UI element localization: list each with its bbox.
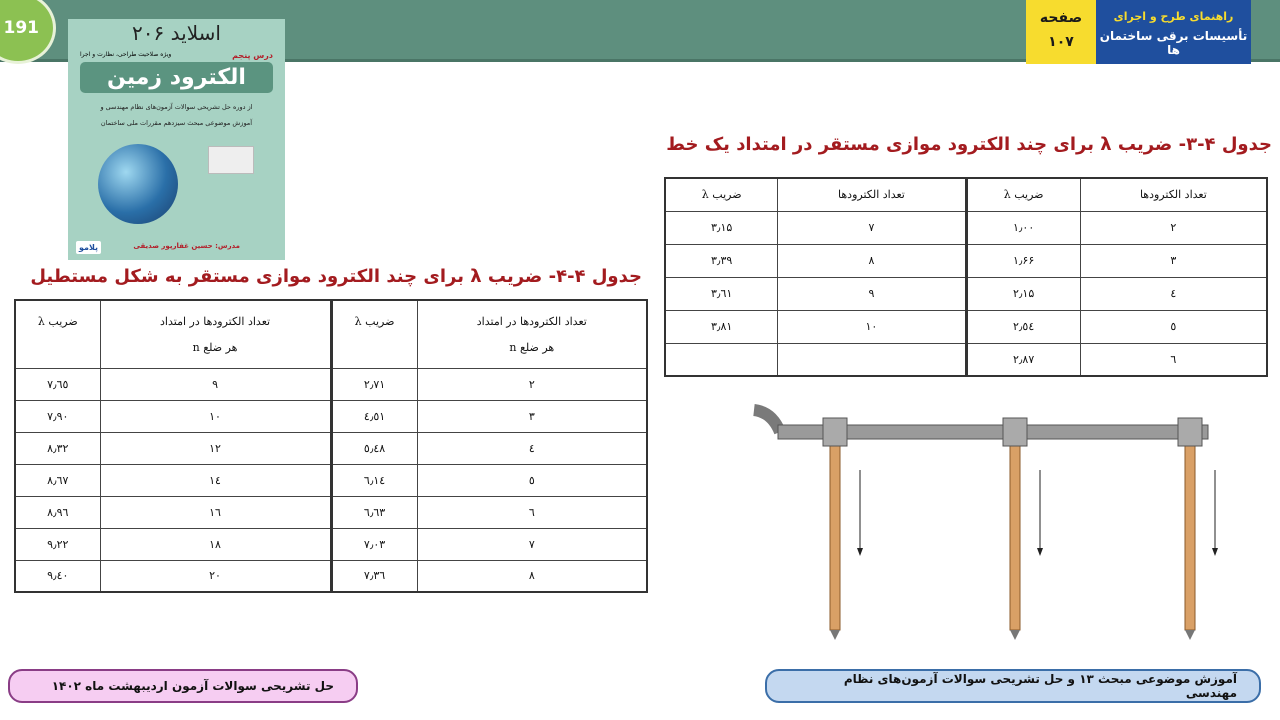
table2-caption: جدول ۴-۴- ضریب λ برای چند الکترود موازی مستقر به شکل مستطیل xyxy=(30,266,642,287)
table-cell: ۳٫٦۱ xyxy=(665,277,778,310)
table-cell: ۷٫۳٦ xyxy=(331,560,417,592)
table-cell: ٥ xyxy=(1080,310,1267,343)
table1-caption: جدول ۴-۳- ضریب λ برای چند الکترود موازی مستقر در امتداد یک خط xyxy=(666,134,1272,155)
cover-logo: پلامو xyxy=(76,241,101,254)
table-linear-electrodes xyxy=(664,177,1268,377)
cover-slide-label: اسلاید ۲۰۶ xyxy=(132,21,221,45)
table-row xyxy=(15,496,647,528)
slide-number-badge: 191 xyxy=(0,0,56,64)
guide-line2: تأسیسات برقی ساختمان ها xyxy=(1099,29,1248,57)
table-cell: ۲٫۸۷ xyxy=(966,343,1080,376)
table-cell xyxy=(665,343,778,376)
table-cell: ٦ xyxy=(1080,343,1267,376)
electrode-tip xyxy=(1185,630,1195,640)
table-cell xyxy=(778,343,966,376)
cover-title: الکترود زمین xyxy=(80,62,273,93)
table-cell: ۸ xyxy=(778,244,966,277)
course-cover xyxy=(68,19,285,260)
footer-left-pill: حل تشریحی سوالات آزمون اردیبهشت ماه ۱۴۰۲ xyxy=(8,669,358,703)
globe-image xyxy=(98,144,178,224)
cover-desc2: آموزش موضوعی مبحث سیزدهم مقررات ملی ساختمان xyxy=(100,119,253,127)
table-cell: ۱٤ xyxy=(100,464,331,496)
table-cell: ٦٫٦۳ xyxy=(331,496,417,528)
table-cell: ۷٫٦٥ xyxy=(15,368,100,400)
header-cell: تعداد الکترودها در امتداد هر ضلع n xyxy=(100,300,331,368)
cover-qualification: ویژه صلاحیت طراحی، نظارت و اجرا xyxy=(80,51,172,58)
electrode-tip xyxy=(1010,630,1020,640)
table-cell: ۹٫٤۰ xyxy=(15,560,100,592)
table-cell: ٥ xyxy=(417,464,647,496)
table-cell: ۷٫۹۰ xyxy=(15,400,100,432)
guide-line1: راهنمای طرح و اجرای xyxy=(1113,10,1234,23)
table-row xyxy=(15,528,647,560)
table-row xyxy=(15,400,647,432)
table-row xyxy=(665,343,1267,376)
table-cell: ۸٫٦۷ xyxy=(15,464,100,496)
electrode-tip xyxy=(830,630,840,640)
table-cell: ۱٦ xyxy=(100,496,331,528)
table-cell: ۳٫۱۵ xyxy=(665,211,778,244)
table-cell: ۷ xyxy=(778,211,966,244)
cover-teacher: مدرس: حسین غفارپور صدیقی xyxy=(133,242,240,250)
table-cell: ۷ xyxy=(417,528,647,560)
table-cell: ۸٫۳۲ xyxy=(15,432,100,464)
table-cell: ۳٫۳۹ xyxy=(665,244,778,277)
header-cell: ضریب λ xyxy=(665,178,778,211)
page-box xyxy=(1026,0,1096,64)
table-row xyxy=(665,310,1267,343)
table-cell: ۱۲ xyxy=(100,432,331,464)
socket-image xyxy=(208,146,254,174)
table-cell: ۲٫۷۱ xyxy=(331,368,417,400)
header-cell: تعداد الکترودها xyxy=(778,178,966,211)
page-label: صفحه xyxy=(1039,10,1083,26)
clamp xyxy=(823,418,847,446)
table-cell: ۱۸ xyxy=(100,528,331,560)
table-cell: ۹٫۲۲ xyxy=(15,528,100,560)
table-cell: ٦ xyxy=(417,496,647,528)
header-cell: ضریب λ xyxy=(966,178,1080,211)
table-row xyxy=(15,368,647,400)
page-number: ۱۰۷ xyxy=(1048,34,1074,50)
table-cell: ۳ xyxy=(1080,244,1267,277)
arrow-head-icon xyxy=(857,548,863,556)
table-cell: ٤ xyxy=(417,432,647,464)
arrow-head-icon xyxy=(1212,548,1218,556)
electrode-rod xyxy=(1010,430,1020,630)
table-cell: ۸ xyxy=(417,560,647,592)
table-cell: ۱۰ xyxy=(778,310,966,343)
header-cell: ضریب λ xyxy=(15,300,100,368)
table-row xyxy=(665,211,1267,244)
arrow-head-icon xyxy=(1037,548,1043,556)
header-cell: تعداد الکترودها xyxy=(1080,178,1267,211)
table-rectangular-electrodes xyxy=(14,299,648,593)
table-cell: ۸٫۹٦ xyxy=(15,496,100,528)
table-cell: ٤ xyxy=(1080,277,1267,310)
electrode-rod xyxy=(830,430,840,630)
table-cell: ٤٫٥۱ xyxy=(331,400,417,432)
table-cell: ۲ xyxy=(1080,211,1267,244)
table-cell: ۲ xyxy=(417,368,647,400)
clamp xyxy=(1178,418,1202,446)
table-row xyxy=(665,277,1267,310)
table-row xyxy=(15,560,647,592)
table-cell: ۷٫۰۳ xyxy=(331,528,417,560)
cover-lesson: درس پنجم xyxy=(232,51,273,60)
guide-title-box xyxy=(1096,0,1251,64)
parallel-electrodes-diagram xyxy=(740,400,1240,650)
clamp xyxy=(1003,418,1027,446)
table-cell: ۲۰ xyxy=(100,560,331,592)
table-row xyxy=(15,432,647,464)
table-row xyxy=(15,464,647,496)
table-cell: ۲٫٥٤ xyxy=(966,310,1080,343)
table-cell: ۱۰ xyxy=(100,400,331,432)
header-cell: ضریب λ xyxy=(331,300,417,368)
table-cell: ۳ xyxy=(417,400,647,432)
table-cell: ۱٫۶۶ xyxy=(966,244,1080,277)
table-cell: ۹ xyxy=(100,368,331,400)
table-cell: ۳٫۸۱ xyxy=(665,310,778,343)
table-cell: ۱٫۰۰ xyxy=(966,211,1080,244)
header-cell: تعداد الکترودها در امتداد هر ضلع n xyxy=(417,300,647,368)
cover-desc1: از دوره حل تشریحی سوالات آزمون‌های نظام مهندسی و xyxy=(100,103,253,111)
table-cell: ۹ xyxy=(778,277,966,310)
table-cell: ۲٫۱۵ xyxy=(966,277,1080,310)
table-cell: ٦٫۱٤ xyxy=(331,464,417,496)
electrode-rod xyxy=(1185,430,1195,630)
footer-right-pill: آموزش موضوعی مبحث ۱۳ و حل تشریحی سوالات آزمون‌های نظام مهندسی xyxy=(765,669,1261,703)
table-cell: ٥٫٤۸ xyxy=(331,432,417,464)
table-row xyxy=(665,244,1267,277)
